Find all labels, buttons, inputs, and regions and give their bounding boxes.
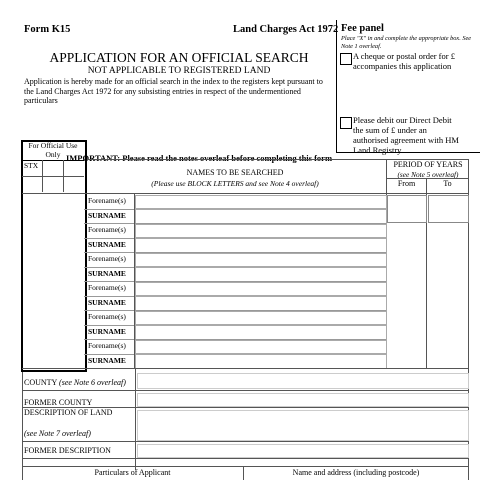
official-use-box — [21, 140, 87, 372]
former-county-field[interactable] — [137, 393, 469, 407]
stx-row-divider — [22, 176, 84, 177]
description-field[interactable] — [137, 410, 469, 441]
label-column-divider — [134, 193, 135, 368]
surname-input[interactable] — [135, 238, 387, 253]
surname-label: SURNAME — [88, 268, 126, 278]
page-subtitle: NOT APPLICABLE TO REGISTERED LAND — [87, 66, 271, 76]
surname-label: SURNAME — [88, 210, 126, 220]
former-description-field[interactable] — [137, 444, 469, 458]
applicant-name-address-label: Name and address (including postcode) — [292, 468, 420, 477]
former-county-label: FORMER COUNTY — [24, 398, 93, 407]
surname-input[interactable] — [135, 325, 387, 340]
surname-input[interactable] — [135, 267, 387, 282]
names-note: (Please use BLOCK LETTERS and see Note 4 overleaf) — [151, 179, 319, 188]
forename-input[interactable] — [135, 311, 387, 326]
fee-panel-divider — [336, 20, 337, 152]
applicant-top — [22, 466, 468, 467]
description-label: DESCRIPTION OF LAND — [24, 408, 113, 417]
direct-debit-checkbox[interactable] — [340, 117, 352, 129]
surname-label: SURNAME — [88, 355, 126, 365]
forename-input[interactable] — [135, 340, 387, 355]
from-header: From — [397, 179, 416, 188]
form-number: Form K15 — [24, 24, 71, 35]
surname-input[interactable] — [135, 209, 387, 224]
period-note: (see Note 5 overleaf) — [397, 170, 459, 179]
intro-text: Application is hereby made for an official search in the index to the registers kept pursuant to the Land Charges Act 1972 for any subsisting entries in respect of the undermentioned particulars — [24, 77, 323, 105]
surname-label: SURNAME — [88, 239, 126, 249]
former-county-bottom — [22, 407, 468, 408]
forename-input[interactable] — [135, 195, 387, 210]
official-use-label: For Official Use Only — [28, 141, 78, 159]
surname-label: SURNAME — [88, 297, 126, 307]
stx-bottom — [22, 193, 84, 194]
county-label: COUNTY (see Note 6 overleaf) — [24, 378, 126, 387]
fee-panel-title: Fee panel — [341, 23, 384, 34]
county-field[interactable] — [137, 373, 469, 389]
page-title: APPLICATION FOR AN OFFICIAL SEARCH — [49, 50, 309, 65]
forename-label: Forename(s) — [88, 254, 126, 263]
important-note: IMPORTANT: Please read the notes overleaf before completing this form — [65, 153, 333, 163]
cheque-option-label: A cheque or postal order for £ accompanies this application — [353, 51, 455, 71]
forename-input[interactable] — [135, 282, 387, 297]
county-bottom — [22, 390, 468, 391]
period-header: PERIOD OF YEARS — [393, 160, 463, 169]
cheque-checkbox[interactable] — [340, 53, 352, 65]
direct-debit-option-label: Please debit our Direct Debit the sum of £ under an authorised agreement with HM Land Registry. — [353, 115, 459, 155]
period-to-1[interactable] — [428, 195, 469, 223]
names-bottom — [22, 368, 468, 369]
forename-input[interactable] — [135, 253, 387, 268]
act-title: Land Charges Act 1972 — [233, 24, 339, 35]
forename-label: Forename(s) — [88, 341, 126, 350]
forename-label: Forename(s) — [88, 312, 126, 321]
forename-label: Forename(s) — [88, 283, 126, 292]
period-from-1[interactable] — [387, 195, 427, 223]
description-note: (see Note 7 overleaf) — [24, 429, 91, 438]
applicant-particulars-label: Particulars of Applicant — [94, 468, 171, 477]
to-header: To — [443, 179, 452, 188]
forename-label: Forename(s) — [88, 196, 126, 205]
stx-label: STX — [24, 161, 39, 170]
description-bottom — [22, 441, 468, 442]
details-label-divider — [135, 368, 136, 470]
former-description-label: FORMER DESCRIPTION — [24, 446, 111, 455]
fee-panel-instruction: Place "X" in and complete the appropriate box. See Note 1 overleaf. — [341, 35, 472, 50]
names-header: NAMES TO BE SEARCHED — [186, 168, 284, 177]
surname-input[interactable] — [135, 354, 387, 369]
surname-input[interactable] — [135, 296, 387, 311]
forename-label: Forename(s) — [88, 225, 126, 234]
forename-input[interactable] — [135, 224, 387, 239]
former-description-bottom — [22, 458, 468, 459]
surname-label: SURNAME — [88, 326, 126, 336]
